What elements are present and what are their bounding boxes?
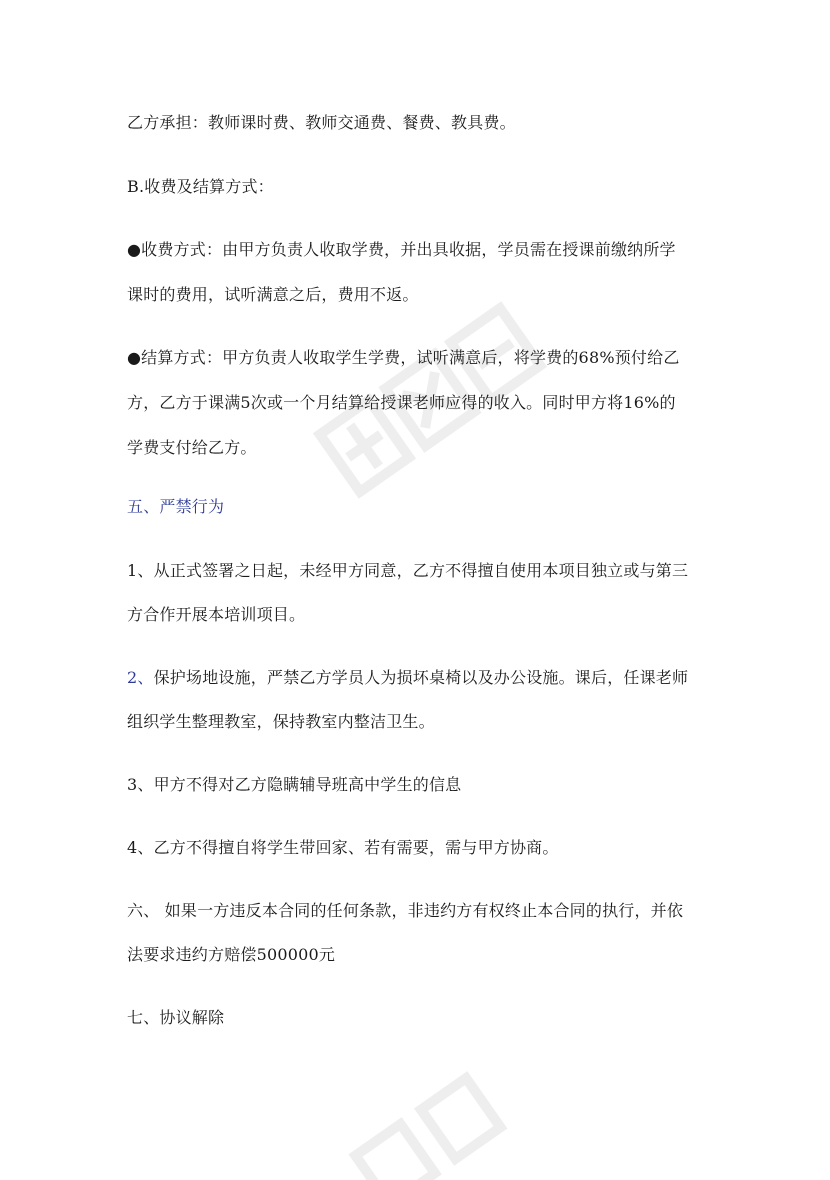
section-five-heading: 五、严禁行为 [127,497,225,516]
fee-method-line-1: ●收费方式：由甲方负责人收取学费，并出具收据，学员需在授课前缴纳所学 [127,240,676,259]
clause-1-line-1: 1、从正式签署之日起，未经甲方同意，乙方不得擅自使用本项目独立或与第三 [127,561,689,580]
clause-4: 4、乙方不得擅自将学生带回家、若有需要，需与甲方协商。 [127,838,559,857]
settlement-line-1: ●结算方式：甲方负责人收取学生学费，试听满意后，将学费的68%预付给乙 [127,348,680,367]
settlement-line-2: 方，乙方于课满5次或一个月结算给授课老师应得的收入。同时甲方将16%的 [127,393,676,412]
section-six-line-1: 六、 如果一方违反本合同的任何条款，非违约方有权终止本合同的执行，并依 [127,901,684,920]
clause-2-text: 保护场地设施，严禁乙方学员人为损坏桌椅以及办公设施。课后，任课老师 [153,668,689,687]
clause-2-number: 2、 [127,668,154,687]
clause-2-line-1 [127,668,688,688]
text-line-1: 乙方承担：教师课时费、教师交通费、餐费、教具费。 [127,113,516,132]
settlement-line-3: 学费支付给乙方。 [127,438,257,457]
section-b-heading: B.收费及结算方式： [127,177,274,196]
watermark-bottom-icon [330,1040,530,1180]
section-seven-heading: 七、协议解除 [127,1008,225,1027]
clause-1-line-2: 方合作开展本培训项目。 [127,605,306,624]
clause-3: 3、甲方不得对乙方隐瞒辅导班高中学生的信息 [127,775,462,794]
fee-method-line-2: 课时的费用，试听满意之后，费用不返。 [127,285,419,304]
clause-2-line-2: 组织学生整理教室，保持教室内整洁卫生。 [127,712,435,731]
section-six-line-2: 法要求违约方赔偿500000元 [127,945,336,964]
